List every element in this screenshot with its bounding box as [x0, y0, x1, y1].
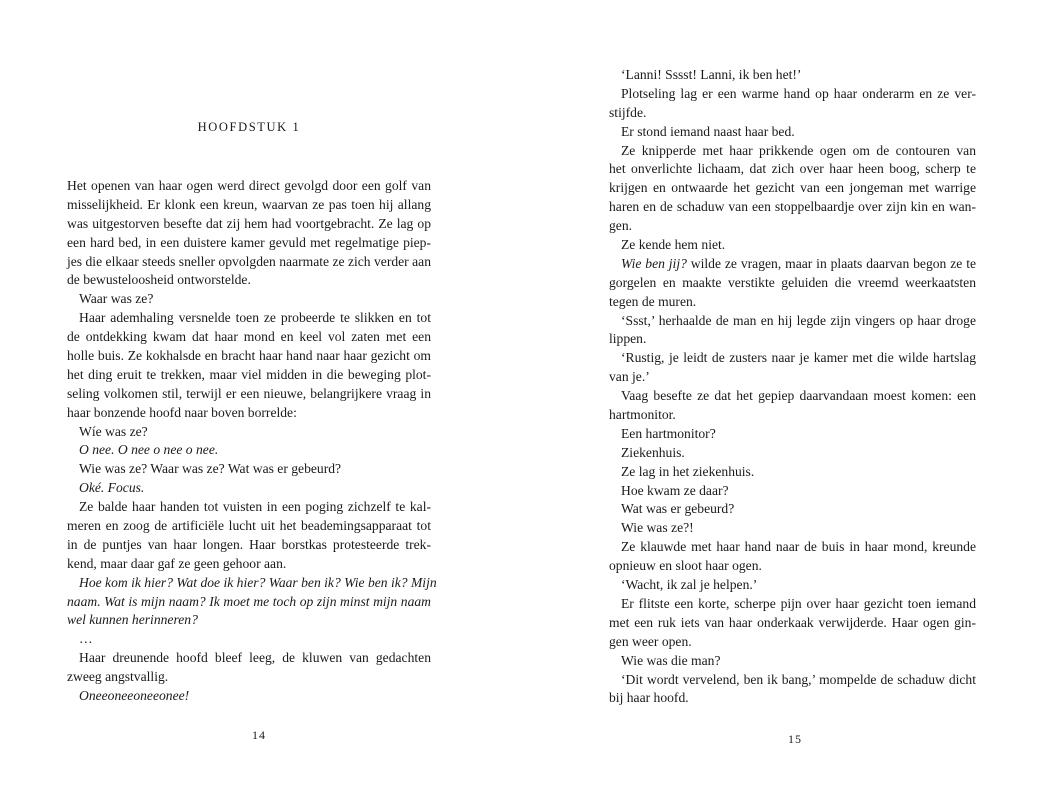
text-line: gen weer open.	[609, 633, 692, 649]
text-line: tegen de muren.	[609, 293, 697, 309]
text-line: het onverlichte lichaam, dat zich over haar heen boog, scherp te	[609, 161, 976, 177]
text-line: Er stond iemand naast haar bed.	[621, 123, 795, 139]
text-line: Een hartmonitor?	[621, 425, 716, 441]
italic-phrase: Wie ben jij?	[621, 255, 687, 271]
text-line: meren en zoog de artificiële lucht uit het beademingsapparaat tot	[67, 518, 431, 534]
text-line: was uitgestorven besefte dat zij hem had voortgebracht. Ze lag op	[67, 215, 431, 231]
text-line: holle buis. Ze kokhalsde en bracht haar hand naar haar gezicht om	[67, 348, 431, 364]
text-line: naam. Wat is mijn naam? Ik moet me toch op zijn minst mijn naam	[67, 593, 431, 609]
text-line: opnieuw en sloot haar ogen.	[609, 558, 762, 574]
text-line: haar bonzende hoofd naar boven borrelde:	[67, 404, 297, 420]
right-page	[519, 0, 1038, 798]
text-line: Plotseling lag er een warme hand op haar onderarm en ze ver-	[621, 85, 976, 101]
chapter-heading: HOOFDSTUK 1	[197, 120, 301, 134]
text-line: Hoe kwam ze daar?	[621, 482, 729, 498]
text-line: Het openen van haar ogen werd direct gevolgd door een golf van	[67, 178, 431, 193]
text-line: …	[79, 631, 93, 647]
text-line: krijgen en ontwaarde het gezicht van een jongeman met warrige	[609, 180, 976, 196]
text-line: ‘Wacht, ik zal je helpen.’	[621, 577, 758, 593]
left-page-body-text	[67, 177, 437, 706]
text-line: lippen.	[609, 331, 647, 347]
text-line: Ze balde haar handen tot vuisten in een poging zichzelf te kal-	[79, 499, 431, 515]
text-line: Wíe was ze?	[79, 423, 148, 439]
text-line: Vaag besefte ze dat het gepiep daarvandaan moest komen: een	[621, 388, 976, 404]
text-line: van je.’	[609, 369, 650, 385]
right-page-body-text	[609, 66, 976, 708]
text-line: ‘Dit wordt vervelend, ben ik bang,’ mompelde de schaduw dicht	[621, 671, 976, 687]
text-line: haren en de schaduw van een stoppelbaardje over zijn kin en wan-	[609, 199, 976, 215]
text-line: Ze lag in het ziekenhuis.	[621, 463, 755, 479]
text-line: Ze knipperde met haar prikkende ogen om de contouren van	[621, 142, 976, 158]
text-line: seling volkomen stil, terwijl er een nieuwe, belangrijkere vraag in	[67, 385, 431, 401]
text-line: Oké. Focus.	[79, 480, 145, 496]
text-line: Haar dreunende hoofd bleef leeg, de kluwen van gedachten	[79, 650, 431, 666]
text-line: Hoe kom ik hier? Wat doe ik hier? Waar ben ik? Wie ben ik? Mijn	[79, 574, 437, 590]
text-line: de ontdekking kwam dat haar mond en keel vol zaten met een	[67, 329, 431, 345]
text-line: misselijkheid. Er klonk een kreun, waarvan ze pas toen hij allang	[67, 196, 431, 212]
text-line: ‘Rustig, je leidt de zusters naar je kamer met die wilde hartslag	[621, 350, 976, 366]
page-number-left: 14	[252, 728, 266, 742]
page-number-right: 15	[788, 732, 802, 746]
text-line: ‘Lanni! Sssst! Lanni, ik ben het!’	[621, 67, 802, 82]
text-line: de bewusteloosheid ontworstelde.	[67, 272, 251, 288]
text-line: jes die elkaar steeds sneller opvolgden naarmate ze zich verder aan	[67, 253, 431, 269]
text-line: een hard bed, in een duistere kamer gevuld met regelmatige piep-	[67, 234, 431, 250]
text-line: Wie was ze? Waar was ze? Wat was er gebeurd?	[79, 461, 342, 477]
text-line: het ding eruit te trekken, maar viel midden in die beweging plot-	[67, 366, 431, 382]
text-line: wel kunnen herinneren?	[67, 612, 198, 628]
text-line: Waar was ze?	[79, 291, 154, 307]
text-line: Wie was die man?	[621, 652, 721, 668]
text-line: Wat was er gebeurd?	[621, 501, 735, 517]
text-line: Wie was ze?!	[621, 520, 694, 536]
text-line: ‘Ssst,’ herhaalde de man en hij legde zijn vingers op haar droge	[621, 312, 976, 328]
text-line: in de puntjes van haar longen. Haar borstkas protesteerde trek-	[67, 536, 431, 552]
text-line: Haar ademhaling versnelde toen ze probeerde te slikken en tot	[79, 310, 431, 326]
text-line: Ze kende hem niet.	[621, 237, 726, 253]
text-line: O nee. O nee o nee o nee.	[79, 442, 219, 458]
text-line: Wie ben jij? wilde ze vragen, maar in plaats daarvan begon ze te	[621, 255, 977, 271]
text-line: bij haar hoofd.	[609, 690, 689, 706]
text-line: kend, maar daar gaf ze geen gehoor aan.	[67, 555, 287, 571]
text-line: Oneeoneeoneeonee!	[79, 688, 190, 704]
text-line: gorgelen en maakte verstikte geluiden die vreemd weerkaatsten	[609, 274, 976, 290]
text-line: stijfde.	[609, 104, 647, 120]
text-line: Ziekenhuis.	[621, 444, 685, 460]
text-line: Er flitste een korte, scherpe pijn over haar gezicht toen iemand	[621, 595, 976, 611]
text-line: zweeg angstvallig.	[67, 669, 169, 685]
text-line: hartmonitor.	[609, 407, 676, 423]
text-line: gen.	[609, 218, 633, 234]
text-line: Ze klauwde met haar hand naar de buis in haar mond, kreunde	[621, 539, 976, 555]
text-line: met een ruk iets van haar onderkaak verwijderde. Haar ogen gin-	[609, 614, 976, 630]
